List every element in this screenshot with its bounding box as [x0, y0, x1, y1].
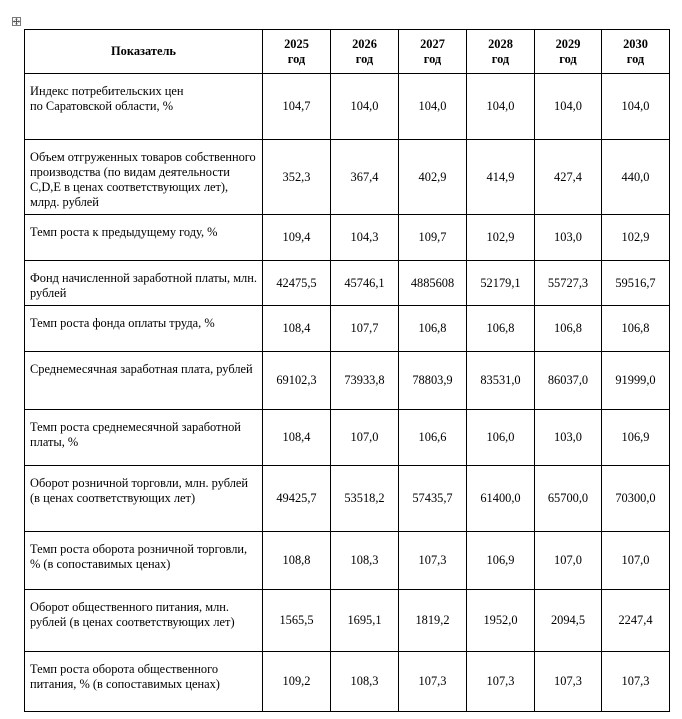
- table-body: [25, 74, 670, 712]
- cell-value: 2094,5: [535, 590, 602, 652]
- cell-value: 107,3: [467, 652, 535, 712]
- cell-value: 52179,1: [467, 261, 535, 306]
- cell-value: 109,4: [263, 215, 331, 261]
- header-row: [25, 30, 670, 74]
- header-indicator: Показатель: [25, 30, 263, 74]
- header-year: 2030: [623, 36, 648, 51]
- row-label: Среднемесячная заработная плата, рублей: [25, 352, 263, 410]
- header-year-2027: [399, 30, 467, 74]
- cell-value: 69102,3: [263, 352, 331, 410]
- cell-value: 4885608: [399, 261, 467, 306]
- cell-value: 57435,7: [399, 466, 467, 532]
- table-row: [25, 215, 670, 261]
- cell-value: 42475,5: [263, 261, 331, 306]
- cell-value: 102,9: [467, 215, 535, 261]
- cell-value: 103,0: [535, 410, 602, 466]
- cell-value: 70300,0: [602, 466, 670, 532]
- row-label: Оборот общественного питания, млн. рублей (в ценах соответствующих лет): [25, 590, 263, 652]
- cell-value: 104,0: [602, 74, 670, 140]
- cell-value: 104,7: [263, 74, 331, 140]
- table-row: [25, 532, 670, 590]
- cell-value: 102,9: [602, 215, 670, 261]
- cell-value: 106,8: [602, 306, 670, 352]
- cell-value: 402,9: [399, 140, 467, 215]
- cell-value: 104,3: [331, 215, 399, 261]
- table-move-handle[interactable]: [12, 17, 21, 26]
- header-year-unit: год: [355, 51, 374, 66]
- cell-value: 1819,2: [399, 590, 467, 652]
- cell-value: 108,4: [263, 306, 331, 352]
- cell-value: 107,7: [331, 306, 399, 352]
- cell-value: 414,9: [467, 140, 535, 215]
- header-year-2025: [263, 30, 331, 74]
- table-row: [25, 652, 670, 712]
- cell-value: 78803,9: [399, 352, 467, 410]
- table-row: [25, 352, 670, 410]
- cell-value: 106,8: [467, 306, 535, 352]
- cell-value: 108,3: [331, 532, 399, 590]
- header-year: 2027: [420, 36, 445, 51]
- row-label: Оборот розничной торговли, млн. рублей (в ценах соответствующих лет): [25, 466, 263, 532]
- cell-value: 108,8: [263, 532, 331, 590]
- cell-value: 106,0: [467, 410, 535, 466]
- cell-value: 104,0: [467, 74, 535, 140]
- table-row: [25, 466, 670, 532]
- cell-value: 1565,5: [263, 590, 331, 652]
- cell-value: 45746,1: [331, 261, 399, 306]
- cell-value: 106,8: [535, 306, 602, 352]
- cell-value: 352,3: [263, 140, 331, 215]
- table-row: [25, 74, 670, 140]
- header-year: 2025: [284, 36, 309, 51]
- cell-value: 107,0: [602, 532, 670, 590]
- move-arrows-icon: [13, 18, 20, 25]
- cell-value: 106,9: [467, 532, 535, 590]
- cell-value: 83531,0: [467, 352, 535, 410]
- cell-value: 53518,2: [331, 466, 399, 532]
- cell-value: 107,3: [535, 652, 602, 712]
- table-row: [25, 410, 670, 466]
- cell-value: 55727,3: [535, 261, 602, 306]
- cell-value: 49425,7: [263, 466, 331, 532]
- cell-value: 86037,0: [535, 352, 602, 410]
- cell-value: 109,7: [399, 215, 467, 261]
- header-year-unit: год: [491, 51, 510, 66]
- cell-value: 104,0: [331, 74, 399, 140]
- cell-value: 91999,0: [602, 352, 670, 410]
- cell-value: 108,4: [263, 410, 331, 466]
- header-year-unit: год: [287, 51, 306, 66]
- header-year-2030: [602, 30, 670, 74]
- table-row: [25, 261, 670, 306]
- cell-value: 73933,8: [331, 352, 399, 410]
- cell-value: 440,0: [602, 140, 670, 215]
- cell-value: 427,4: [535, 140, 602, 215]
- cell-value: 1952,0: [467, 590, 535, 652]
- table-row: [25, 590, 670, 652]
- row-label: Фонд начисленной заработной платы, млн. рублей: [25, 261, 263, 306]
- cell-value: 107,0: [535, 532, 602, 590]
- header-year-unit: год: [423, 51, 442, 66]
- cell-value: 107,3: [399, 652, 467, 712]
- row-label: Индекс потребительских цен по Саратовской области, %: [25, 74, 263, 140]
- cell-value: 2247,4: [602, 590, 670, 652]
- cell-value: 104,0: [535, 74, 602, 140]
- header-year-2026: [331, 30, 399, 74]
- cell-value: 106,8: [399, 306, 467, 352]
- header-year: 2026: [352, 36, 377, 51]
- row-label: Объем отгруженных товаров собственного производства (по видам деятельности C,D,E в ценах соответствующих лет), млрд. рублей: [25, 140, 263, 215]
- cell-value: 106,6: [399, 410, 467, 466]
- cell-value: 103,0: [535, 215, 602, 261]
- cell-value: 65700,0: [535, 466, 602, 532]
- header-year-2028: [467, 30, 535, 74]
- cell-value: 104,0: [399, 74, 467, 140]
- row-label: Темп роста среднемесячной заработной платы, %: [25, 410, 263, 466]
- cell-value: 367,4: [331, 140, 399, 215]
- row-label: Темп роста фонда оплаты труда, %: [25, 306, 263, 352]
- header-year: 2029: [555, 36, 581, 51]
- header-year-2029: [535, 30, 602, 74]
- cell-value: 107,3: [399, 532, 467, 590]
- header-year-unit: год: [559, 51, 577, 66]
- cell-value: 61400,0: [467, 466, 535, 532]
- cell-value: 59516,7: [602, 261, 670, 306]
- cell-value: 107,3: [602, 652, 670, 712]
- cell-value: 108,3: [331, 652, 399, 712]
- table-row: [25, 306, 670, 352]
- cell-value: 106,9: [602, 410, 670, 466]
- header-year: 2028: [488, 36, 513, 51]
- row-label: Темп роста к предыдущему году, %: [25, 215, 263, 261]
- header-year-unit: год: [626, 51, 645, 66]
- indicators-table: [24, 29, 670, 712]
- table-row: [25, 140, 670, 215]
- row-label: Темп роста оборота общественного питания, % (в сопоставимых ценах): [25, 652, 263, 712]
- row-label: Темп роста оборота розничной торговли, % (в сопоставимых ценах): [25, 532, 263, 590]
- cell-value: 1695,1: [331, 590, 399, 652]
- cell-value: 109,2: [263, 652, 331, 712]
- cell-value: 107,0: [331, 410, 399, 466]
